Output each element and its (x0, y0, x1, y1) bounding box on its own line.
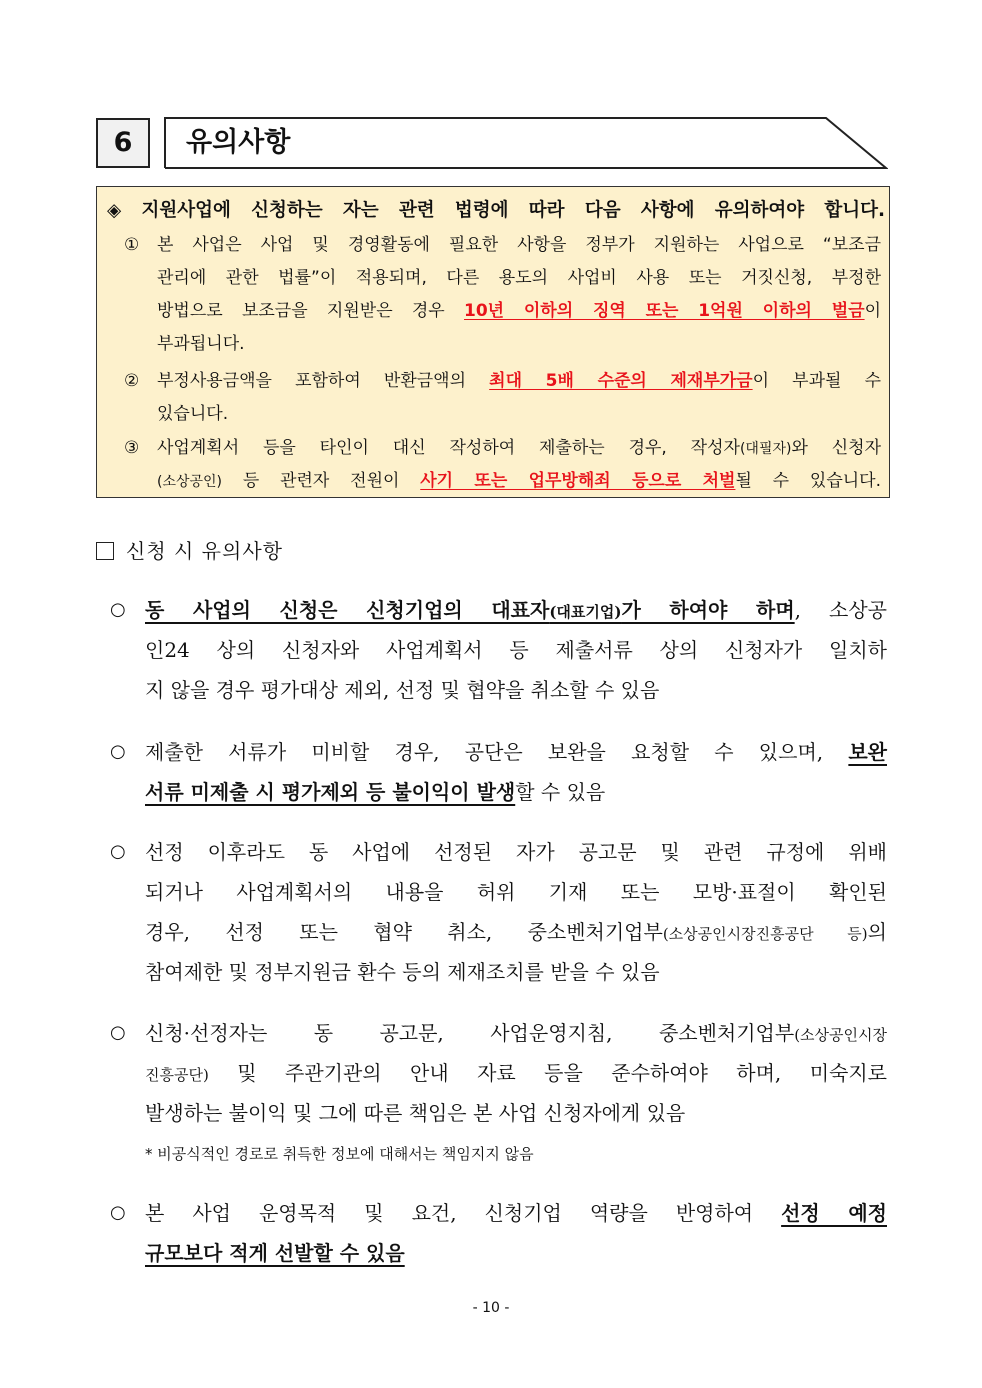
penalty-highlight: 10년 이하의 징역 또는 1억원 이하의 벌금 (464, 301, 865, 321)
bullet-circle-icon: ○ (110, 841, 126, 862)
bullet-line: 참여제한 및 정부지원금 환수 등의 제재조치를 받을 수 있음 (145, 960, 660, 984)
bullet-line: 본 사업 운영목적 및 요건, 신청기업 역량을 반영하여 선정 예정 (145, 1201, 887, 1225)
bullet-line: 규모보다 적게 선발할 수 있음 (145, 1241, 405, 1265)
section-title: 유의사항 (186, 127, 291, 158)
notice-item-number: ③ (124, 438, 140, 458)
bullet-line: 선정 이후라도 동 사업에 선정된 자가 공고문 및 관련 규정에 위배 (145, 840, 887, 864)
bullet-line: 서류 미제출 시 평가제외 등 불이익이 발생할 수 있음 (145, 780, 606, 804)
bullet-circle-icon: ○ (110, 599, 126, 620)
notice-item1-line: 부과됩니다. (157, 334, 245, 354)
notice-item1-line: 방법으로 보조금을 지원받은 경우 10년 이하의 징역 또는 1억원 이하의 벌금이 (157, 301, 882, 321)
page-number: - 10 - (472, 1300, 510, 1316)
bullet-line: 동 사업의 신청은 신청기업의 대표자(대표기업)가 하여야 하며, 소상공 (145, 598, 887, 622)
notice-item1-line: 관리에 관한 법률”이 적용되며, 다른 용도의 사업비 사용 또는 거짓신청, 부정한 (157, 268, 881, 288)
bullet-line: 지 않을 경우 평가대상 제외, 선정 및 협약을 취소할 수 있음 (145, 678, 660, 702)
bullet-circle-icon: ○ (110, 1022, 126, 1043)
bullet-line: 제출한 서류가 미비할 경우, 공단은 보완을 요청할 수 있으며, 보완 (145, 740, 887, 764)
notice-item1-line: 본 사업은 사업 및 경영활동에 필요한 사항을 정부가 지원하는 사업으로 “보조금 (157, 235, 881, 255)
surcharge-highlight: 최대 5배 수준의 제재부가금 (489, 371, 753, 391)
notice-heading: ◈ 지원사업에 신청하는 자는 관련 법령에 따라 다음 사항에 유의하여야 합니다. (107, 200, 885, 221)
notice-item2-line: 부정사용금액을 포함하여 반환금액의 최대 5배 수준의 제재부가금이 부과될 수 (157, 371, 881, 391)
notice-item2-line: 있습니다. (157, 404, 229, 424)
bullet-line: 발생하는 불이익 및 그에 따른 책임은 본 사업 신청자에게 있음 (145, 1101, 686, 1125)
bullet-circle-icon: ○ (110, 1202, 126, 1223)
notice-item3-line: 사업계획서 등을 타인이 대신 작성하여 제출하는 경우, 작성자(대필자)와 신청자 (157, 438, 881, 458)
bullet-line: 진흥공단) 및 주관기관의 안내 자료 등을 준수하여야 하며, 미숙지로 (145, 1061, 887, 1085)
section-number: 6 (96, 118, 150, 168)
subsection-heading: 신청 시 유의사항 (96, 535, 283, 567)
notice-item-number: ① (124, 235, 140, 255)
bullet-line: 신청·선정자는 동 공고문, 사업운영지침, 중소벤처기업부(소상공인시장 (145, 1021, 887, 1045)
notice-item3-line: (소상공인) 등 관련자 전원이 사기 또는 업무방해죄 등으로 처벌될 수 있습니다. (157, 471, 881, 491)
fraud-highlight: 사기 또는 업무방해죄 등으로 처벌 (420, 471, 736, 491)
bullet-line: 되거나 사업계획서의 내용을 허위 기재 또는 모방·표절이 확인된 (145, 880, 887, 904)
bullet-line: 경우, 선정 또는 협약 취소, 중소벤처기업부(소상공인시장진흥공단 등)의 (145, 920, 887, 944)
bullet-circle-icon: ○ (110, 741, 126, 762)
notice-item-number: ② (124, 371, 140, 391)
bullet-line: 인24 상의 신청자와 사업계획서 등 제출서류 상의 신청자가 일치하 (145, 638, 887, 662)
checkbox-square-icon (96, 542, 114, 560)
footnote: * 비공식적인 경로로 취득한 정보에 대해서는 책임지지 않음 (145, 1145, 534, 1163)
